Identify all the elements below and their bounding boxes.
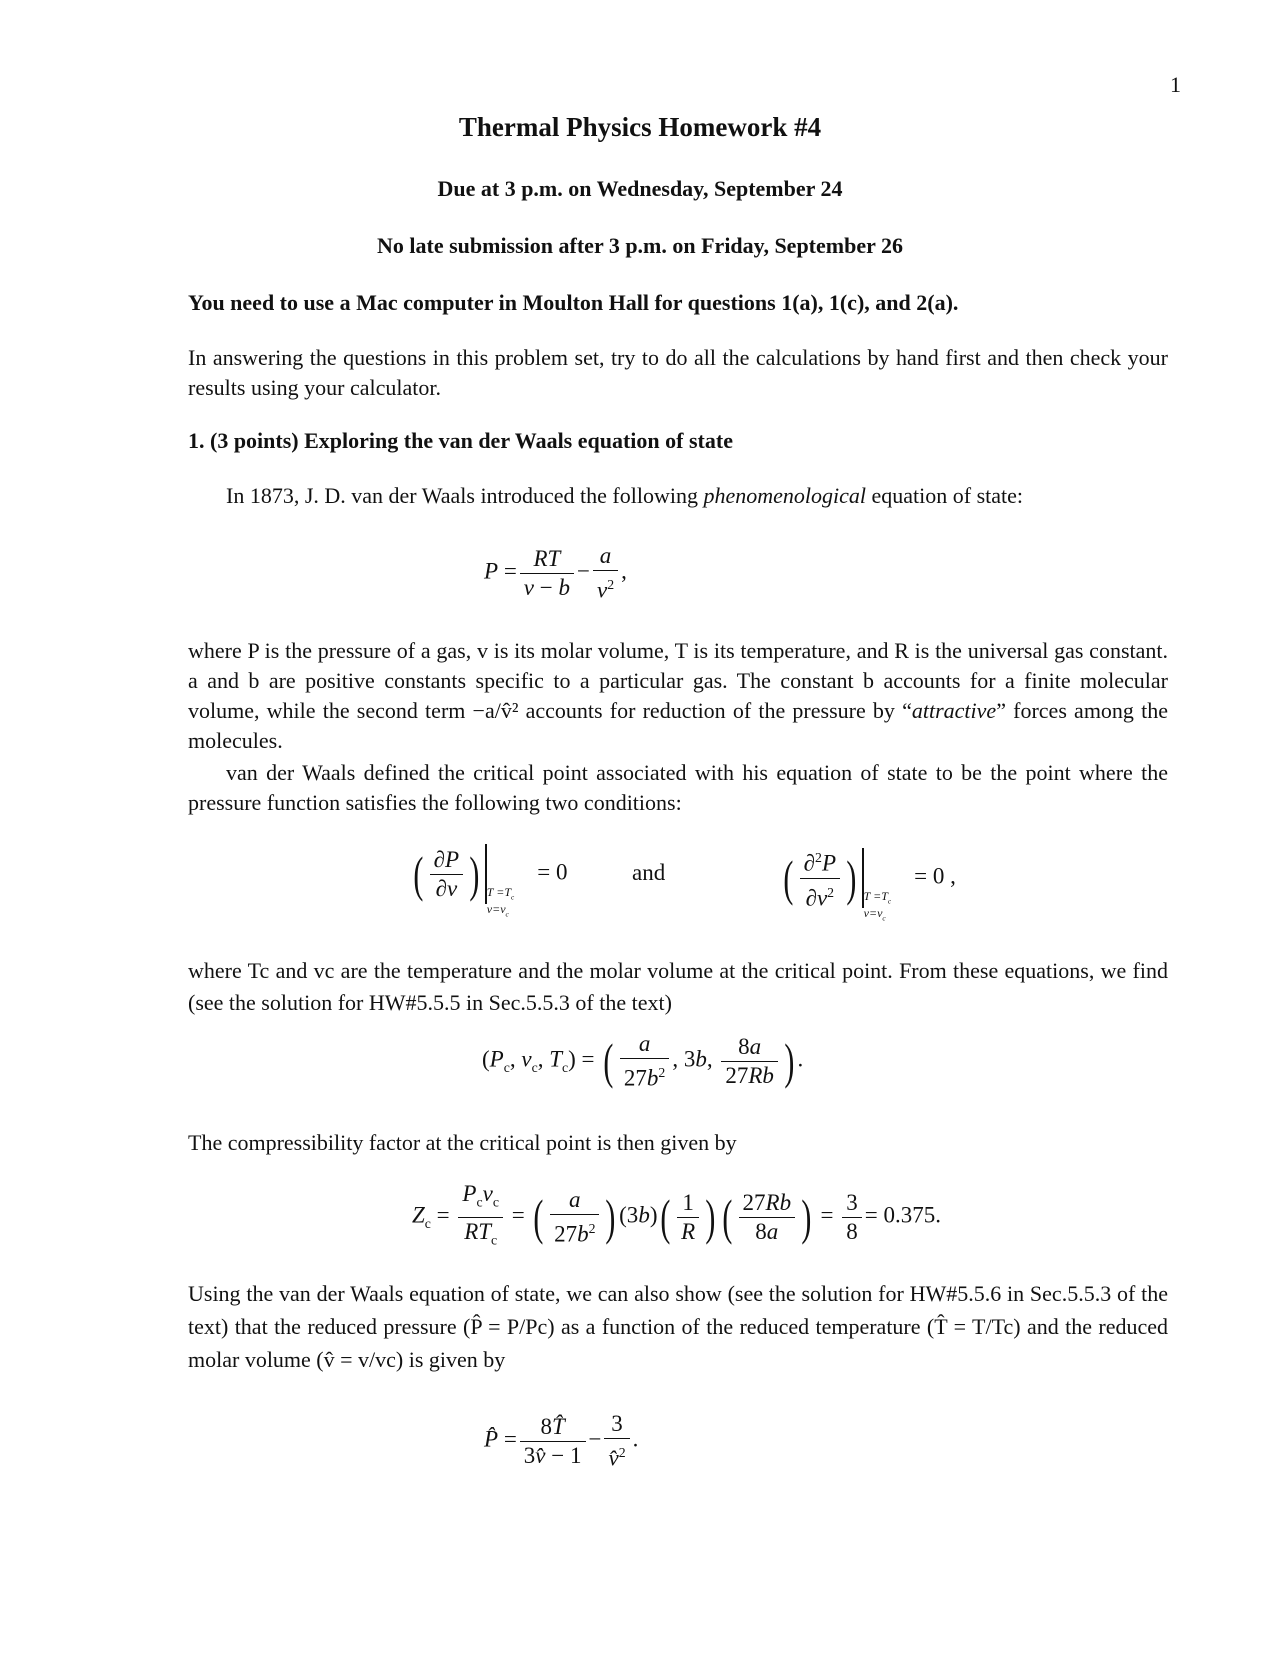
paragraph-tc-vc: where Tc and vc are the temperature and the molar volume at the critical point. From these equations, we find (see the solution for HW#5.5.5 in Sec.5.5.3 of the text): [188, 958, 1168, 1015]
and-word: and: [632, 860, 666, 885]
equation-critical-values: ($P_c$, $v_c$, $T_c$) = ( $\frac{a}{27b^2}$ , 3b, $\frac{8a}{27Rb}$ ) .: [482, 1031, 804, 1091]
text-run: In 1873, J. D. van der Waals introduced the following: [226, 483, 704, 508]
paragraph-compressibility: The compressibility factor at the critical point is then given by: [188, 1130, 737, 1155]
equation-zc: $Z_c$ = $\frac{P_cv_c}{RT_c}$ = ( $\frac{a}{27b^2}$ ) (3b)( $\frac{1}{R}$ ) ( $\frac{27Rb}{8a}$ ) = $\frac{3}{8}$ = 0.375.: [412, 1181, 941, 1248]
paragraph-where-p: [188, 636, 1168, 756]
equation-condition-2: ( $\frac{\partial^2P}{\partial v^2}$ ) $T =T_c$ $v=v_c$ = 0 ,: [780, 844, 956, 925]
intro-paragraph: In answering the questions in this problem set, try to do all the calculations by hand first and then check your results using your calculator.: [188, 345, 1168, 400]
mac-note: You need to use a Mac computer in Moulton Hall for questions 1(a), 1(c), and 2(a).: [188, 290, 959, 315]
text-run: equation of state:: [865, 483, 1023, 508]
equation-vdw: P = $\frac{RT}{v - b}$ − $\frac{a}{v^2}$ ,: [484, 543, 627, 603]
text-run: where P is the pressure of a gas, v is its molar volume, T is its temperature, and R is the universal gas constant. a and b are positive constants specific to a particular gas. The constant b accounts for a finite molecular volume, while the second term −a/v̂² accounts for reduction of the pressure by “: [188, 638, 1168, 723]
page-number: 1: [1170, 72, 1181, 97]
equation-reduced: P̂ = $\frac{8T̂}{3v̂ - 1}$ − $\frac{3}{v̂^2}$ .: [484, 1411, 639, 1471]
emphasis: attractive: [911, 698, 997, 723]
late-policy: No late submission after 3 p.m. on Friday, September 26: [377, 233, 903, 258]
paragraph-1873: [188, 481, 1168, 511]
emphasis: phenomenological: [703, 483, 866, 508]
equation-condition-1: ( $\frac{\partial P}{\partial v}$ ) $T =T_c$ $v=v_c$ = 0: [413, 846, 568, 919]
page-title: Thermal Physics Homework #4: [458, 112, 822, 142]
question-1-heading: 1. (3 points) Exploring the van der Waals equation of state: [188, 428, 733, 453]
paragraph-reduced: Using the van der Waals equation of state, we can also show (see the solution for HW#5.5.6 in Sec.5.5.3 of the text) that the reduced pressure (P̂ = P/Pc) as a function of the reduced temperature (T̂ = T/Tc) and the reduced molar volume (v̂ = v/vc) is given by: [188, 1281, 1168, 1372]
text-run: ” forces among the molecules.: [188, 698, 1168, 753]
paragraph-critical-point: van der Waals defined the critical point associated with his equation of state to be the point where the pressure function satisfies the following two conditions:: [188, 760, 1168, 815]
zc-value: = 0.375.: [864, 1202, 941, 1228]
due-date: Due at 3 p.m. on Wednesday, September 24: [437, 176, 843, 201]
